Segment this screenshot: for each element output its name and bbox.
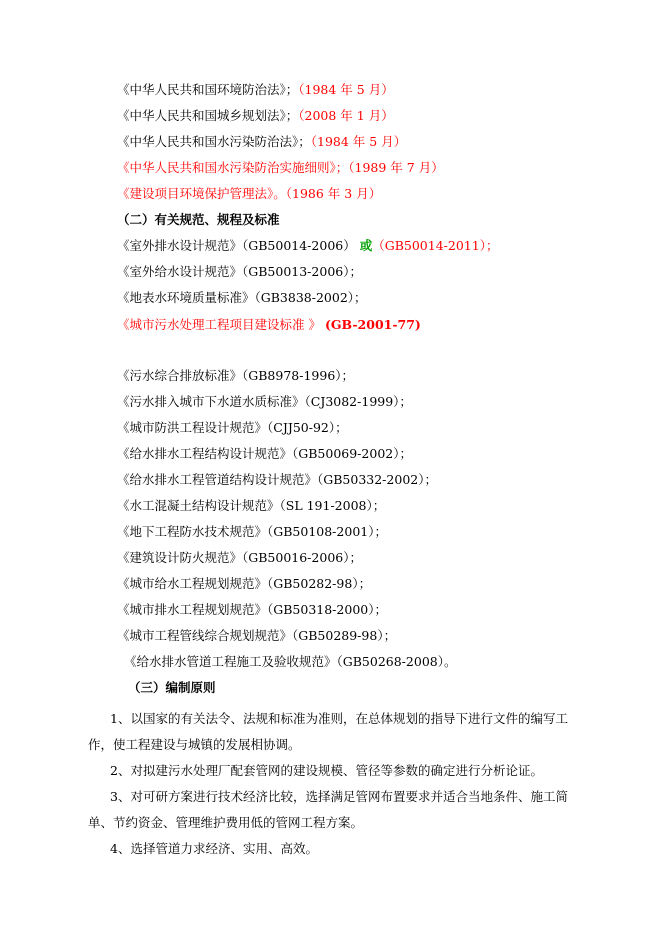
- law-date: 。（1986 年 3 月）: [273, 186, 382, 201]
- principle-paragraph: [88, 706, 588, 758]
- law-date: （1984 年 5 月）: [310, 134, 407, 149]
- law-title: 《中华人民共和国环境防治法》；: [117, 82, 299, 97]
- section-heading: （二）有关规范、规程及标准: [117, 212, 280, 227]
- principle-text: 3、对可研方案进行技术经济比较，选择满足管网布置要求并适合当地条件、施工简单、节约资金、管理维护费用低的管网工程方案。: [88, 789, 568, 830]
- law-title: 《中华人民共和国水污染防治实施细则》；: [117, 160, 349, 175]
- standard-title: 《城市污水处理工程项目建设标准 》: [117, 317, 321, 332]
- standard-item: 《城市工程管线综合规划规范》（GB50289-98）；: [117, 628, 397, 643]
- section-heading: （三）编制原则: [128, 680, 216, 695]
- principle-text: 4、选择管道力求经济、实用、高效。: [110, 841, 318, 856]
- standard-alt: （GB50014-2011）；: [372, 238, 499, 253]
- law-item: [117, 134, 406, 150]
- law-title: 《建设项目环境保护管理法》: [117, 186, 274, 201]
- standard-item: 《城市给水工程规划规范》（GB50282-98）；: [117, 576, 372, 591]
- principle-paragraph: [88, 784, 588, 836]
- standard-item: [117, 317, 421, 333]
- principle-paragraph: [88, 836, 588, 862]
- standard-item: 《给水排水管道工程施工及验收规范》（GB50268-2008）。: [124, 654, 457, 669]
- standard-item: 《水工混凝土结构设计规范》（SL 191-2008）；: [117, 498, 386, 513]
- standard-item: 《城市排水工程规划规范》（GB50318-2000）；: [117, 602, 387, 617]
- standard-item: 《建筑设计防火规范》（GB50016-2006）；: [117, 550, 362, 565]
- principle-text: 2、对拟建污水处理厂配套管网的建设规模、管径等参数的确定进行分析论证。: [110, 763, 543, 778]
- law-date: （1989 年 7 月）: [348, 160, 444, 175]
- law-title: 《中华人民共和国水污染防治法》；: [117, 134, 311, 149]
- law-item: [117, 160, 444, 176]
- standard-item: 《给水排水工程结构设计规范》（GB50069-2002）；: [117, 446, 412, 461]
- law-item: [117, 82, 394, 98]
- standard-item: 《污水综合排放标准》（GB8978-1996）；: [117, 368, 355, 383]
- principle-text: 1、以国家的有关法令、法规和标准为准则，在总体规划的指导下进行文件的编写工作，使工程建设与城镇的发展相协调。: [88, 711, 568, 752]
- standard-item: 《城市防洪工程设计规范》（CJJ50-92）；: [117, 420, 348, 435]
- standard-item: 《地下工程防水技术规范》（GB50108-2001）；: [117, 524, 387, 539]
- standard-item: 《给水排水工程管道结构设计规范》（GB50332-2002）；: [117, 472, 437, 487]
- standard-code: (GB-2001-77): [324, 317, 421, 332]
- law-item: [117, 186, 381, 202]
- standard-title: 《室外排水设计规范》（GB50014-2006）: [117, 238, 356, 253]
- law-date: （1984 年 5 月）: [298, 82, 394, 97]
- principle-paragraph: [88, 758, 588, 784]
- or-connector: 或: [359, 238, 373, 253]
- standard-item: 《室外给水设计规范》（GB50013-2006）；: [117, 264, 362, 279]
- law-title: 《中华人民共和国城乡规划法》；: [117, 108, 299, 123]
- standard-item: 《地表水环境质量标准》（GB3838-2002）；: [117, 290, 367, 305]
- standard-item: 《污水排入城市下水道水质标准》（CJ3082-1999）；: [117, 394, 412, 409]
- standard-item: [117, 238, 498, 254]
- law-item: [117, 108, 394, 124]
- law-date: （2008 年 1 月）: [298, 108, 394, 123]
